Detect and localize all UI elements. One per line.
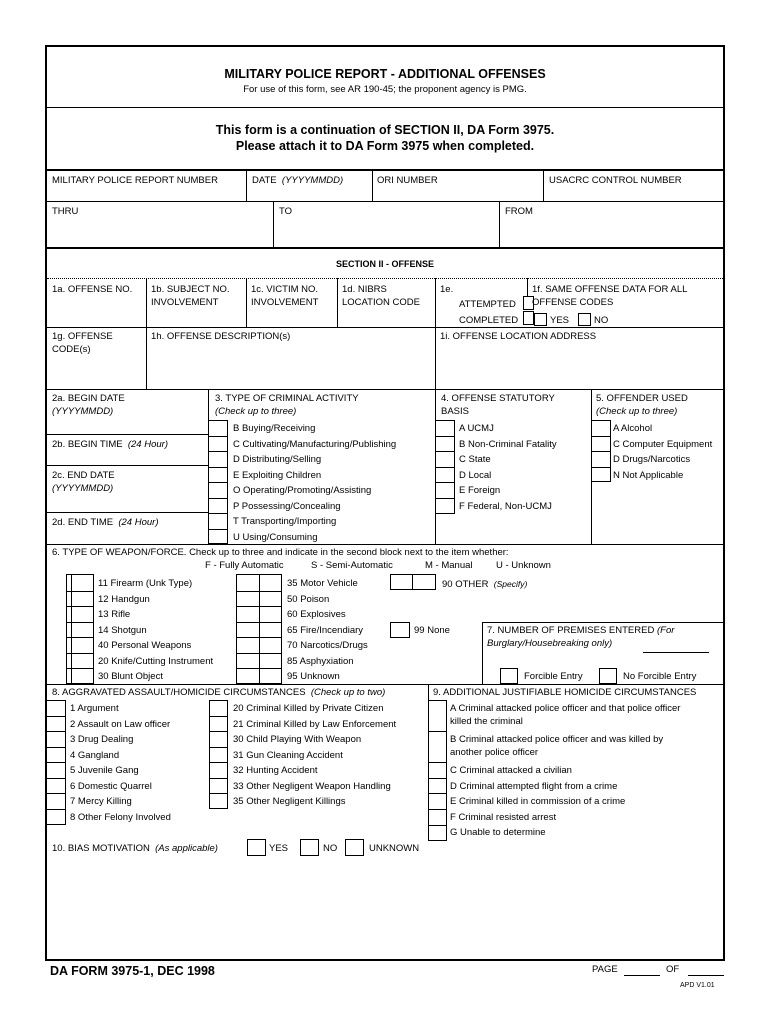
weapon-item: 60 Explosives — [287, 609, 346, 620]
form-number: DA FORM 3975-1, DEC 1998 — [50, 964, 215, 978]
end-time-label: 2d. END TIME (24 Hour) — [52, 517, 159, 528]
continuation-line-1: This form is a continuation of SECTION II, DA Form 3975. — [215, 123, 555, 137]
statutory-basis-item: D Local — [459, 469, 492, 481]
weapon-item: 14 Shotgun — [98, 624, 147, 636]
statutory-basis-item: B Non-Criminal Fatality — [459, 438, 557, 450]
offense-no-label: 1a. OFFENSE NO. — [52, 284, 133, 295]
offender-used-item: C Computer Equipment — [613, 438, 713, 450]
assault-item: 32 Hunting Accident — [233, 765, 318, 776]
from-label: FROM — [505, 206, 533, 217]
assault-item: 6 Domestic Quarrel — [70, 780, 152, 792]
other-weapon-boxes[interactable] — [390, 574, 436, 590]
bias-unknown-checkbox[interactable] — [345, 839, 364, 856]
weapon-item: 11 Firearm (Unk Type) — [98, 578, 193, 589]
to-label: TO — [279, 206, 293, 217]
criminal-activity-item: B Buying/Receiving — [233, 423, 316, 434]
form-subtitle: For use of this form, see AR 190-45; the proponent agency is PMG. — [243, 84, 527, 95]
victim-no-label: 1c. VICTIM NO. — [251, 284, 319, 295]
assault-item: 20 Criminal Killed by Private Citizen — [233, 703, 384, 714]
weapon-force-title: 6. TYPE OF WEAPON/FORCE. Check up to three and indicate in the second block next to the item whether: — [52, 547, 509, 558]
bias-unknown-label: UNKNOWN — [369, 843, 420, 854]
assault-item: 2 Assault on Law officer — [70, 718, 171, 730]
nibrs-label: 1d. NIBRS — [342, 284, 387, 295]
ori-number-label: ORI NUMBER — [377, 175, 438, 186]
criminal-activity-item: D Distributing/Selling — [233, 454, 322, 465]
end-date-label: 2c. END DATE — [52, 470, 115, 481]
same-offense-no-checkbox[interactable] — [578, 313, 591, 326]
weapon-item: 35 Motor Vehicle — [287, 578, 358, 589]
bias-no-label: NO — [323, 843, 338, 854]
same-offense-label: 1f. SAME OFFENSE DATA FOR ALL — [532, 284, 688, 295]
weapon-item: 95 Unknown — [287, 671, 340, 682]
begin-date-label: 2a. BEGIN DATE — [52, 393, 125, 404]
date-label: DATE (YYYYMMDD) — [252, 175, 344, 186]
form-title: MILITARY POLICE REPORT - ADDITIONAL OFFENSES — [224, 67, 546, 81]
statutory-basis-item: E Foreign — [459, 485, 501, 496]
no-weapon-checkbox[interactable] — [390, 622, 410, 638]
bias-no-checkbox[interactable] — [300, 839, 319, 856]
criminal-activity-item: C Cultivating/Manufacturing/Publishing — [233, 438, 397, 450]
justifiable-homicide-title: 9. ADDITIONAL JUSTIFIABLE HOMICIDE CIRCUMSTANCES — [433, 687, 697, 698]
offense-location-label: 1i. OFFENSE LOCATION ADDRESS — [440, 331, 597, 342]
assault-item: 1 Argument — [70, 703, 119, 714]
weapon-item: 20 Knife/Cutting Instrument — [98, 655, 214, 667]
section-ii-title: SECTION II - OFFENSE — [335, 259, 434, 269]
bias-motivation-title: 10. BIAS MOTIVATION (As applicable) — [52, 843, 218, 854]
criminal-activity-item: E Exploiting Children — [233, 469, 322, 481]
of-label: OF — [666, 964, 680, 975]
criminal-activity-item: U Using/Consuming — [233, 531, 318, 543]
criminal-activity-item: T Transporting/Importing — [233, 516, 337, 527]
same-offense-no-label: NO — [594, 315, 609, 326]
premises-entered-title: 7. NUMBER OF PREMISES ENTERED (For — [487, 625, 675, 636]
offense-description-label: 1h. OFFENSE DESCRIPTION(s) — [151, 331, 291, 342]
assault-item: 8 Other Felony Involved — [70, 811, 171, 823]
assault-item: 33 Other Negligent Weapon Handling — [233, 780, 391, 792]
weapon-item: 30 Blunt Object — [98, 671, 163, 682]
aggravated-assault-title: 8. AGGRAVATED ASSAULT/HOMICIDE CIRCUMSTANCES (Check up to two) — [52, 687, 386, 698]
weapon-item: 70 Narcotics/Drugs — [287, 640, 368, 651]
thru-label: THRU — [52, 206, 79, 217]
apd-version: APD V1.01 — [680, 982, 715, 989]
weapon-item: 12 Handgun — [98, 593, 150, 605]
assault-item: 4 Gangland — [70, 749, 120, 761]
criminal-activity-title: 3. TYPE OF CRIMINAL ACTIVITY — [215, 393, 359, 404]
continuation-line-2: Please attach it to DA Form 3975 when completed. — [235, 139, 535, 153]
no-forcible-entry-label: No Forcible Entry — [623, 671, 697, 682]
statutory-basis-item: C State — [459, 454, 491, 465]
begin-time-label: 2b. BEGIN TIME (24 Hour) — [52, 439, 168, 450]
page-label: PAGE — [592, 964, 618, 975]
offender-used-item: D Drugs/Narcotics — [613, 454, 691, 465]
offense-1e-label: 1e. — [440, 284, 454, 295]
other-weapon-label: 90 OTHER (Specify) — [442, 579, 528, 590]
bias-yes-label: YES — [269, 843, 289, 854]
bias-yes-checkbox[interactable] — [247, 839, 266, 856]
same-offense-yes-label: YES — [550, 315, 570, 326]
criminal-activity-item: P Possessing/Concealing — [233, 500, 341, 512]
weapon-item: 13 Rifle — [98, 609, 131, 620]
statutory-basis-title: 4. OFFENSE STATUTORY — [441, 393, 555, 404]
offense-code-label: 1g. OFFENSE — [52, 331, 113, 342]
forcible-entry-field[interactable] — [500, 668, 518, 684]
attempted-label: ATTEMPTED — [459, 299, 516, 310]
weapon-item: 65 Fire/Incendiary — [287, 624, 364, 636]
statutory-basis-item: F Federal, Non-UCMJ — [459, 500, 552, 512]
assault-item: 3 Drug Dealing — [70, 734, 134, 745]
assault-item: 30 Child Playing With Weapon — [233, 734, 362, 745]
weapon-item: 50 Poison — [287, 593, 330, 605]
assault-item: 31 Gun Cleaning Accident — [233, 749, 343, 761]
subject-no-label: 1b. SUBJECT NO. — [151, 284, 230, 295]
completed-checkbox[interactable] — [523, 311, 534, 325]
offender-used-item: A Alcohol — [613, 423, 653, 434]
assault-item: 7 Mercy Killing — [70, 796, 132, 807]
usacrc-label: USACRC CONTROL NUMBER — [549, 175, 682, 186]
statutory-basis-item: A UCMJ — [459, 423, 494, 434]
form-frame: MILITARY POLICE REPORT - ADDITIONAL OFFENSES For use of this form, see AR 190-45; the proponent agency is PMG. This form is a continuation of SECTION II, DA Form 3975. Please attach it to DA Form 3975 when completed. MILITARY POLICE REPORT NUMBER DATE (YYYYMMDD) ORI NUMBER USACRC CONTROL NUMBER THRU TO FROM SECTION II - OFFENSE 1a. OFFENSE NO. 1b. SUBJECT NO. INVOLVEMENT 1c. VICTIM NO. INVOLVEMENT 1d. NIBRS LOCATION CODE 1e. ATTEMPTED COMPLETED 1f. SAME OFFENSE DATA FOR ALL OFFENSE CODES YES NO 1g. OFFENSE CODE(s) 1h. OFFENSE DESCRIPTION(s) 1i. OFFENSE LOCATION ADDRESS 2a. BEGIN DATE (YYYYMMDD) 2b. BEGIN TIME (24 Hour) 2c. END DATE (YYYYMMDD) 2d. END TIME (24 Hour) 3. TYPE OF CRIMINAL ACTIVITY (Check up to three) B Buying/Receiving C Cultivating/Manufacturing/Publishing D Distributing/Selling E Exploiting Children O Operating/Promoting/Assisting P Possessing/Concealing T Transporting/Importing U Using/Consuming 4. OFFENSE STATUTORY BASIS A UCMJ B Non-Criminal Fatality C State D Local E Foreign F Federal, Non-UCMJ 5. OFFENDER USED (Check up to three) A Alcohol C Computer Equipment D Drugs/Narcotics N Not Applicable 6. TYPE OF WEAPON/FORCE. Check up to three and indicate in the second block next to the item whether: F - Fully Automatic S - Semi-Automatic M - Manual U - Unknown 11 Firearm (Unk Type) 12 Handgun 13 Rifle 14 Shotgun 40 Personal Weapons 20 Knife/Cutting Instrument 30 Blunt Object 35 Motor Vehicle 50 Poison 60 Explosives 65 Fire/Incendiary 70 Narcotics/Drugs 85 Asphyxiation 95 Unknown 90 OTHER (Specify) 99 None 7. NUMBER OF PREMISES ENTERED (For Burglary/Housebreaking only) Forcible Entry No Forcible Entry 8. AGGRAVATED ASSAULT/HOMICIDE CIRCUMSTANCES (Check up to two) 1 Argument 2 Assault on Law officer 3 Drug Dealing 4 Gangland 5 Juvenile Gang 6 Domestic Quarrel 7 Mercy Killing 8 Other Felony Involved 20 Criminal Killed by Private Citizen 21 Criminal Killed by Law Enforcement 30 Child Playing With Weapon 31 Gun Cleaning Accident 32 Hunting Accident 33 Other Negligent Weapon Handling 35 Other Negligent Killings 9. ADDITIONAL JUSTIFIABLE HOMICIDE CIRCUMSTANCES A Criminal attacked police officer and that police officer killed the criminal B Criminal attacked police officer and was killed by another police officer C Criminal attacked a civilian D Criminal attempted flight from a crime E Criminal killed in commission of a crime F Criminal resisted arrest G Unable to determine 10. BIAS MOTIVATION (As applicable) YES NO UNKNOWN — [45, 45, 725, 961]
weapon-item: 40 Personal Weapons — [98, 640, 192, 651]
forcible-entry-label: Forcible Entry — [524, 671, 583, 682]
assault-item: 35 Other Negligent Killings — [233, 796, 346, 807]
offender-used-item: N Not Applicable — [613, 469, 684, 481]
same-offense-yes-checkbox[interactable] — [534, 313, 547, 326]
mp-report-number-label: MILITARY POLICE REPORT NUMBER — [52, 175, 218, 186]
no-forcible-entry-field[interactable] — [599, 668, 617, 684]
homicide-boxes — [428, 700, 447, 841]
assault-item: 5 Juvenile Gang — [70, 765, 139, 776]
weapon-item: 85 Asphyxiation — [287, 655, 354, 667]
completed-label: COMPLETED — [459, 315, 519, 326]
assault-item: 21 Criminal Killed by Law Enforcement — [233, 718, 397, 730]
no-weapon-label: 99 None — [414, 625, 450, 636]
offender-used-title: 5. OFFENDER USED — [596, 393, 688, 404]
criminal-activity-item: O Operating/Promoting/Assisting — [233, 485, 372, 496]
mp-report-number-field[interactable] — [52, 188, 242, 198]
